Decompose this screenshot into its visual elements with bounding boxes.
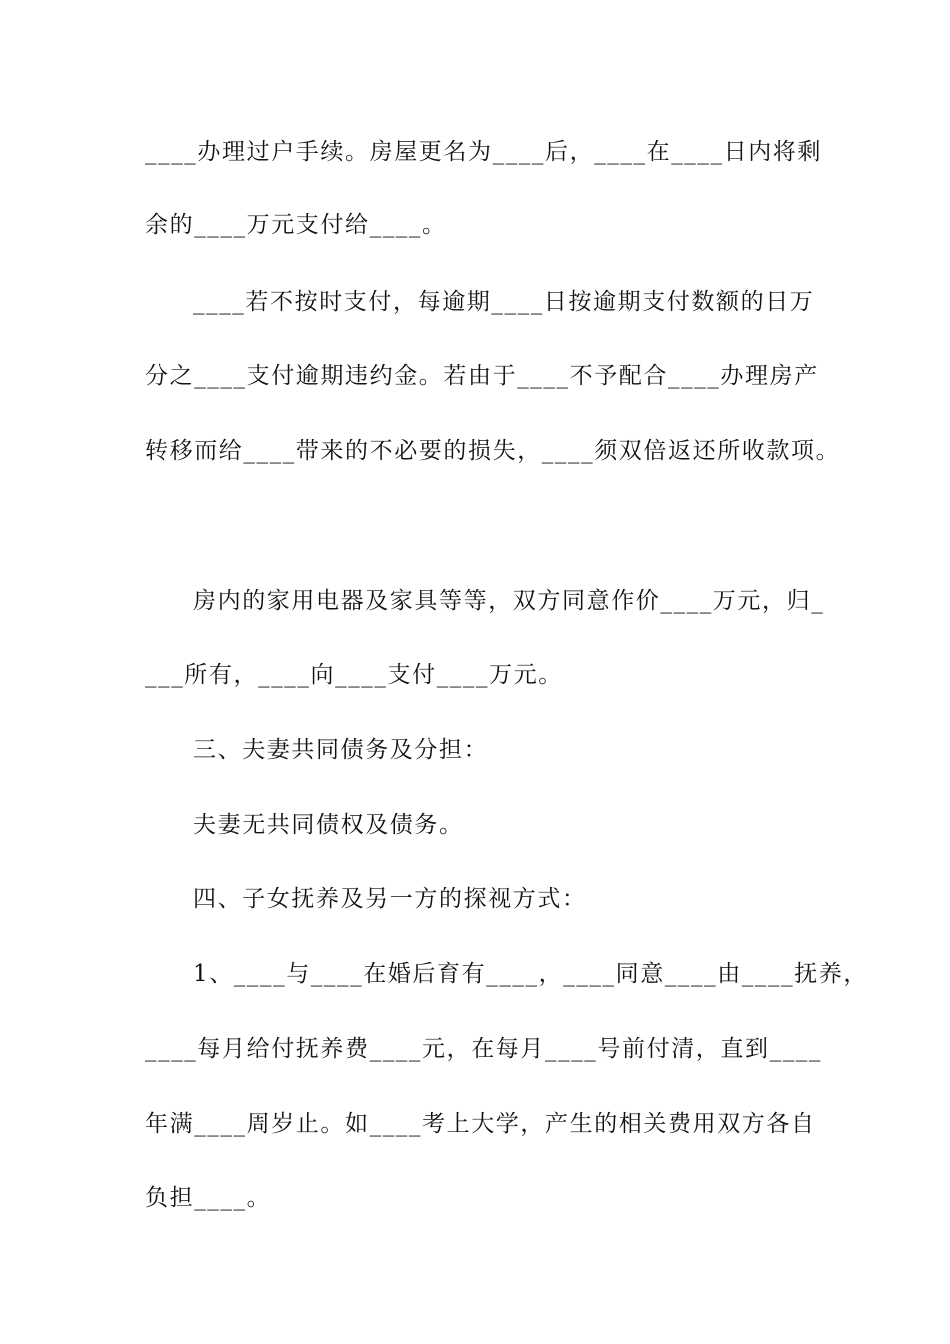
paragraph-line-13: 年满____周岁止。如____考上大学，产生的相关费用双方各自	[145, 1111, 816, 1137]
paragraph-line-9: 夫妻无共同债权及债务。	[193, 812, 464, 838]
paragraph-line-3: ____若不按时支付，每逾期____日按逾期支付数额的日万	[193, 289, 815, 315]
paragraph-line-6: 房内的家用电器及家具等等，双方同意作价____万元，归_	[193, 588, 825, 614]
paragraph-line-5: 转移而给____带来的不必要的损失，____须双倍返还所收款项。	[145, 438, 841, 464]
section-heading-children: 四、子女抚养及另一方的探视方式：	[193, 886, 587, 912]
paragraph-line-7: ___所有，____向____支付____万元。	[145, 662, 563, 688]
paragraph-line-2: 余的____万元支付给____。	[145, 212, 447, 238]
paragraph-line-1: ____办理过户手续。房屋更名为____后，____在____日内将剩	[145, 139, 822, 165]
paragraph-line-11: 1、____与____在婚后育有____，____同意____由____抚养，	[193, 961, 869, 987]
paragraph-line-14: 负担____。	[145, 1185, 272, 1211]
paragraph-line-4: 分之____支付逾期违约金。若由于____不予配合____办理房产	[145, 363, 819, 389]
paragraph-line-12: ____每月给付抚养费____元，在每月____号前付清，直到____	[145, 1036, 822, 1062]
section-heading-debts: 三、夫妻共同债务及分担：	[193, 737, 489, 763]
